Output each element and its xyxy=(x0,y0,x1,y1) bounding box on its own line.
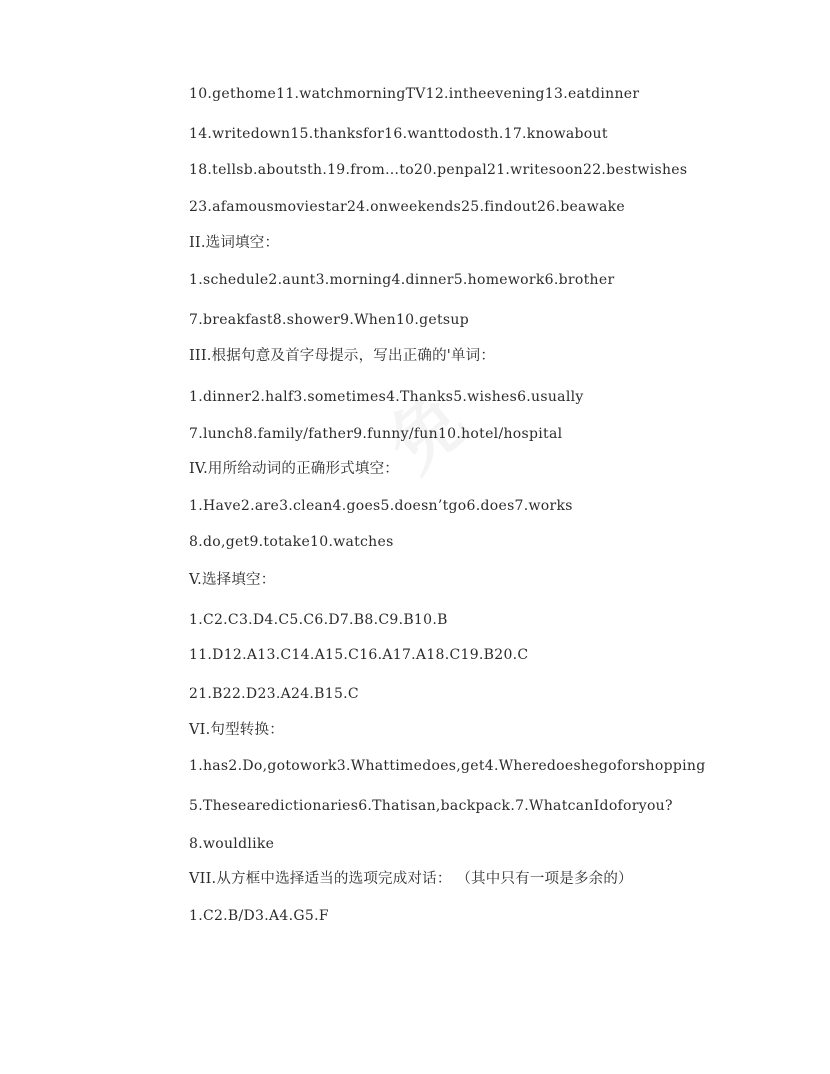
answer-line: 1.C2.C3.D4.C5.C6.D7.B8.C9.B10.B xyxy=(189,612,448,628)
section-heading: II.选词填空： xyxy=(189,235,280,251)
answer-line: 10.gethome11.watchmorningTV12.intheevening13.eatdinner xyxy=(189,86,640,102)
answer-line: 7.lunch8.family/father9.funny/fun10.hotel/hospital xyxy=(189,426,563,442)
section-heading: VII.从方框中选择适当的选项完成对话： （其中只有一项是多余的） xyxy=(189,871,633,887)
section-heading: V.选择填空： xyxy=(189,572,276,588)
answer-line: 8.do,get9.totake10.watches xyxy=(189,534,394,550)
answer-line: 1.C2.B/D3.A4.G5.F xyxy=(189,908,329,924)
answer-line: 8.wouldlike xyxy=(189,836,275,852)
section-heading: VI.句型转换： xyxy=(189,722,284,738)
answer-line: 18.tellsb.aboutsth.19.from…to20.penpal21.writesoon22.bestwishes xyxy=(189,162,688,178)
answer-line: 21.B22.D23.A24.B15.C xyxy=(189,686,359,702)
answer-line: 5.Thesearedictionaries6.Thatisan,backpack.7.WhatcanIdoforyou? xyxy=(189,798,673,814)
section-heading: IV.用所给动词的正确形式填空： xyxy=(189,461,399,477)
section-heading: III.根据句意及首字母提示，写出正确的'单词： xyxy=(189,348,496,364)
answer-line: 1.Have2.are3.clean4.goes5.doesn’tgo6.does7.works xyxy=(189,498,573,514)
answer-line: 14.writedown15.thanksfor16.wanttodosth.17.knowabout xyxy=(189,126,608,142)
answer-line: 1.dinner2.half3.sometimes4.Thanks5.wishes6.usually xyxy=(189,389,584,405)
answer-line: 7.breakfast8.shower9.When10.getsup xyxy=(189,312,469,328)
answer-line: 1.schedule2.aunt3.morning4.dinner5.homework6.brother xyxy=(189,272,615,288)
answer-line: 1.has2.Do,gotowork3.Whattimedoes,get4.Wheredoeshegoforshopping xyxy=(189,758,706,774)
answer-line: 23.afamousmoviestar24.onweekends25.findout26.beawake xyxy=(189,199,625,215)
answer-line: 11.D12.A13.C14.A15.C16.A17.A18.C19.B20.C xyxy=(189,647,529,663)
